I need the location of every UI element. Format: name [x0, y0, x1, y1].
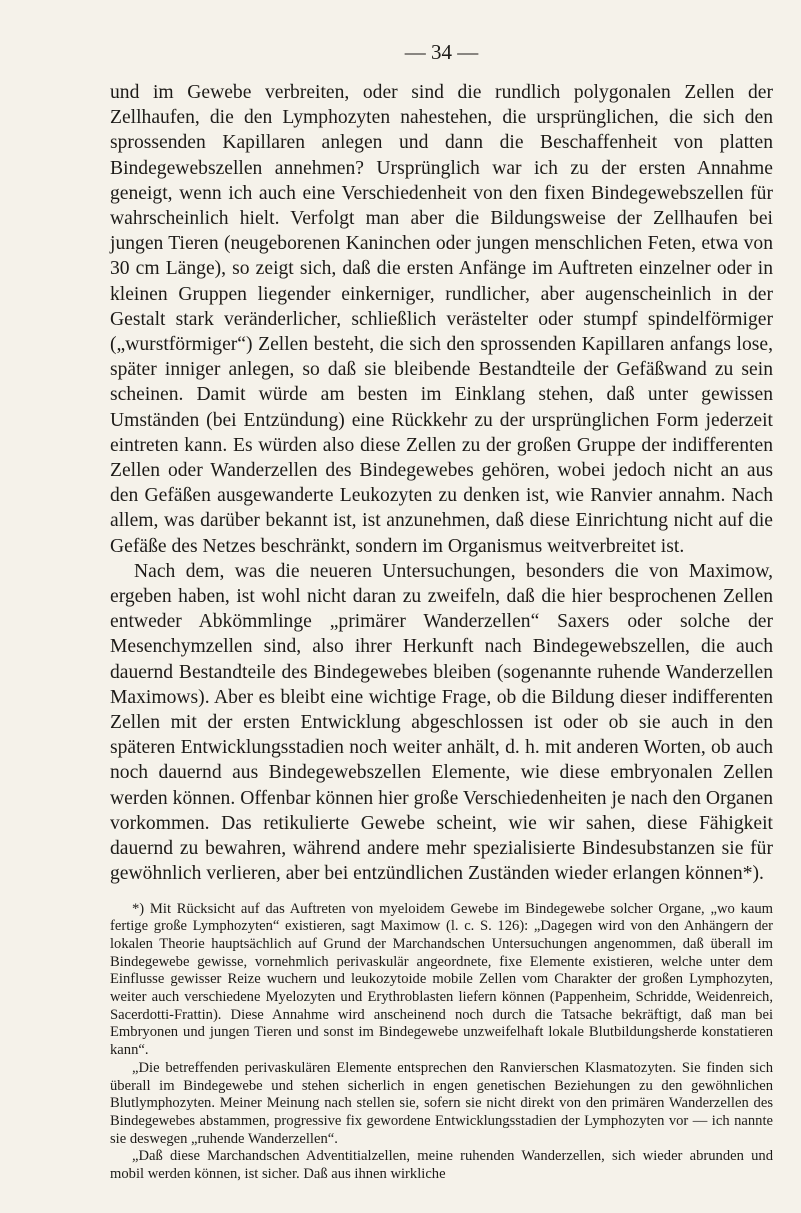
- paragraph-continuation: und im Gewebe verbreiten, oder sind die rundlich polygonalen Zellen der Zellhaufen, die den Lymphozyten nahestehen, die ursprünglichen, die sich den sprossenden Kapillaren anlegen und dann die Beschaffenheit von platten Bindegewebszellen annehmen? Ursprünglich war ich zu der ersten Annahme geneigt, wenn ich auch eine Verschiedenheit von den fixen Bindegewebszellen für wahrscheinlich hielt. Verfolgt man aber die Bildungsweise der Zellhaufen bei jungen Tieren (neugeborenen Kaninchen oder jungen menschlichen Feten, etwa von 30 cm Länge), so zeigt sich, daß die ersten Anfänge im Auftreten einzelner oder in kleinen Gruppen liegender einkerniger, rundlicher, aber augenscheinlich in der Gestalt stark veränderlicher, schließlich verästelter oder stumpf spindelförmiger („wurstförmiger“) Zellen besteht, die sich den sprossenden Kapillaren anfangs lose, später inniger anlegen, so daß sie bleibende Bestandteile der Gefäßwand zu sein scheinen. Damit würde am besten im Einklang stehen, daß unter gewissen Umständen (bei Entzündung) eine Rückkehr zu der ursprünglichen Form jederzeit eintreten kann. Es würden also diese Zellen zu der großen Gruppe der indifferenten Zellen oder Wanderzellen des Bindegewebes gehören, wobei jedoch nicht an aus den Gefäßen ausgewanderte Leukozyten zu denken ist, wie Ranvier annahm. Nach allem, was darüber bekannt ist, ist anzunehmen, daß diese Einrichtung nicht auf die Gefäße des Netzes beschränkt, sondern im Organismus weitverbreitet ist.: [110, 82, 773, 557]
- page-number: — 34 —: [404, 40, 479, 64]
- footnote-maximow-quote: *) Mit Rücksicht auf das Auftreten von myeloidem Gewebe im Bindegewebe solcher Organe, „wo kaum fertige große Lymphozyten“ existieren, sagt Maximow (l. c. S. 126): „Dagegen wird von den Anhängern der lokalen Theorie hauptsächlich auf Grund der Marchandschen Untersuchungen angenommen, daß überall im Bindegewebe gewisse, vornehmlich perivaskulär angeordnete, fixe Elemente existieren, welche unter dem Einflusse gewisser Reize wuchern und leukozytoide mobile Zellen vom Charakter der großen Lymphozyten, weiter auch verschiedene Myelozyten und Erythroblasten liefern können (Pappenheim, Schridde, Weidenreich, Sacerdotti-Frattin). Diese Annahme wird anscheinend noch durch die Tatsache bekräftigt, daß man bei Embryonen und jungen Tieren und sonst im Bindegewebe unzweifelhaft lokale Blutbildungsherde konstatieren kann“.: [110, 900, 773, 1059]
- footnotes: [110, 901, 773, 1184]
- footnote-perivascular-elements: „Die betreffenden perivaskulären Elemente entsprechen den Ranvierschen Klasmatozyten. Sie finden sich überall im Bindegewebe und stehen sicherlich in engen genetischen Beziehungen zu den gewöhnlichen Blutlymphozyten. Meiner Meinung nach stellen sie, sofern sie nicht direkt von den primären Wanderzellen des Bindegewebes abstammen, progressive fix gewordene Entwicklungsstadien der Lymphozyten vor — ich nannte sie deswegen „ruhende Wanderzellen“.: [110, 1059, 773, 1147]
- main-text: [110, 80, 773, 887]
- footnote-adventitial-cells: „Daß diese Marchandschen Adventitialzellen, meine ruhenden Wanderzellen, sich wieder abrunden und mobil werden können, ist sicher. Daß aus ihnen wirkliche: [110, 1148, 773, 1183]
- paragraph-maximow: Nach dem, was die neueren Untersuchungen, besonders die von Maximow, ergeben haben, ist wohl nicht daran zu zweifeln, daß die hier besprochenen Zellen entweder Abkömmlinge „primärer Wanderzellen“ Saxers oder solche der Mesenchymzellen sind, also ihrer Herkunft nach Bindegewebszellen, die auch dauernd Bestandteile des Bindegewebes bleiben (sogenannte ruhende Wanderzellen Maximows). Aber es bleibt eine wichtige Frage, ob die Bildung dieser indifferenten Zellen mit der ersten Entwicklung abgeschlossen ist oder ob sie auch in den späteren Entwicklungsstadien noch weiter anhält, d. h. mit anderen Worten, ob auch noch dauernd aus Bindegewebszellen Elemente, wie diese embryonalen Zellen werden können. Offenbar können hier große Verschiedenheiten je nach den Organen vorkommen. Das retikulierte Gewebe scheint, wie wir sahen, diese Fähigkeit dauernd zu bewahren, während andere mehr spezialisierte Bindesubstanzen sie für gewöhnlich verlieren, aber bei entzündlichen Zuständen wieder erlangen können*).: [110, 560, 773, 885]
